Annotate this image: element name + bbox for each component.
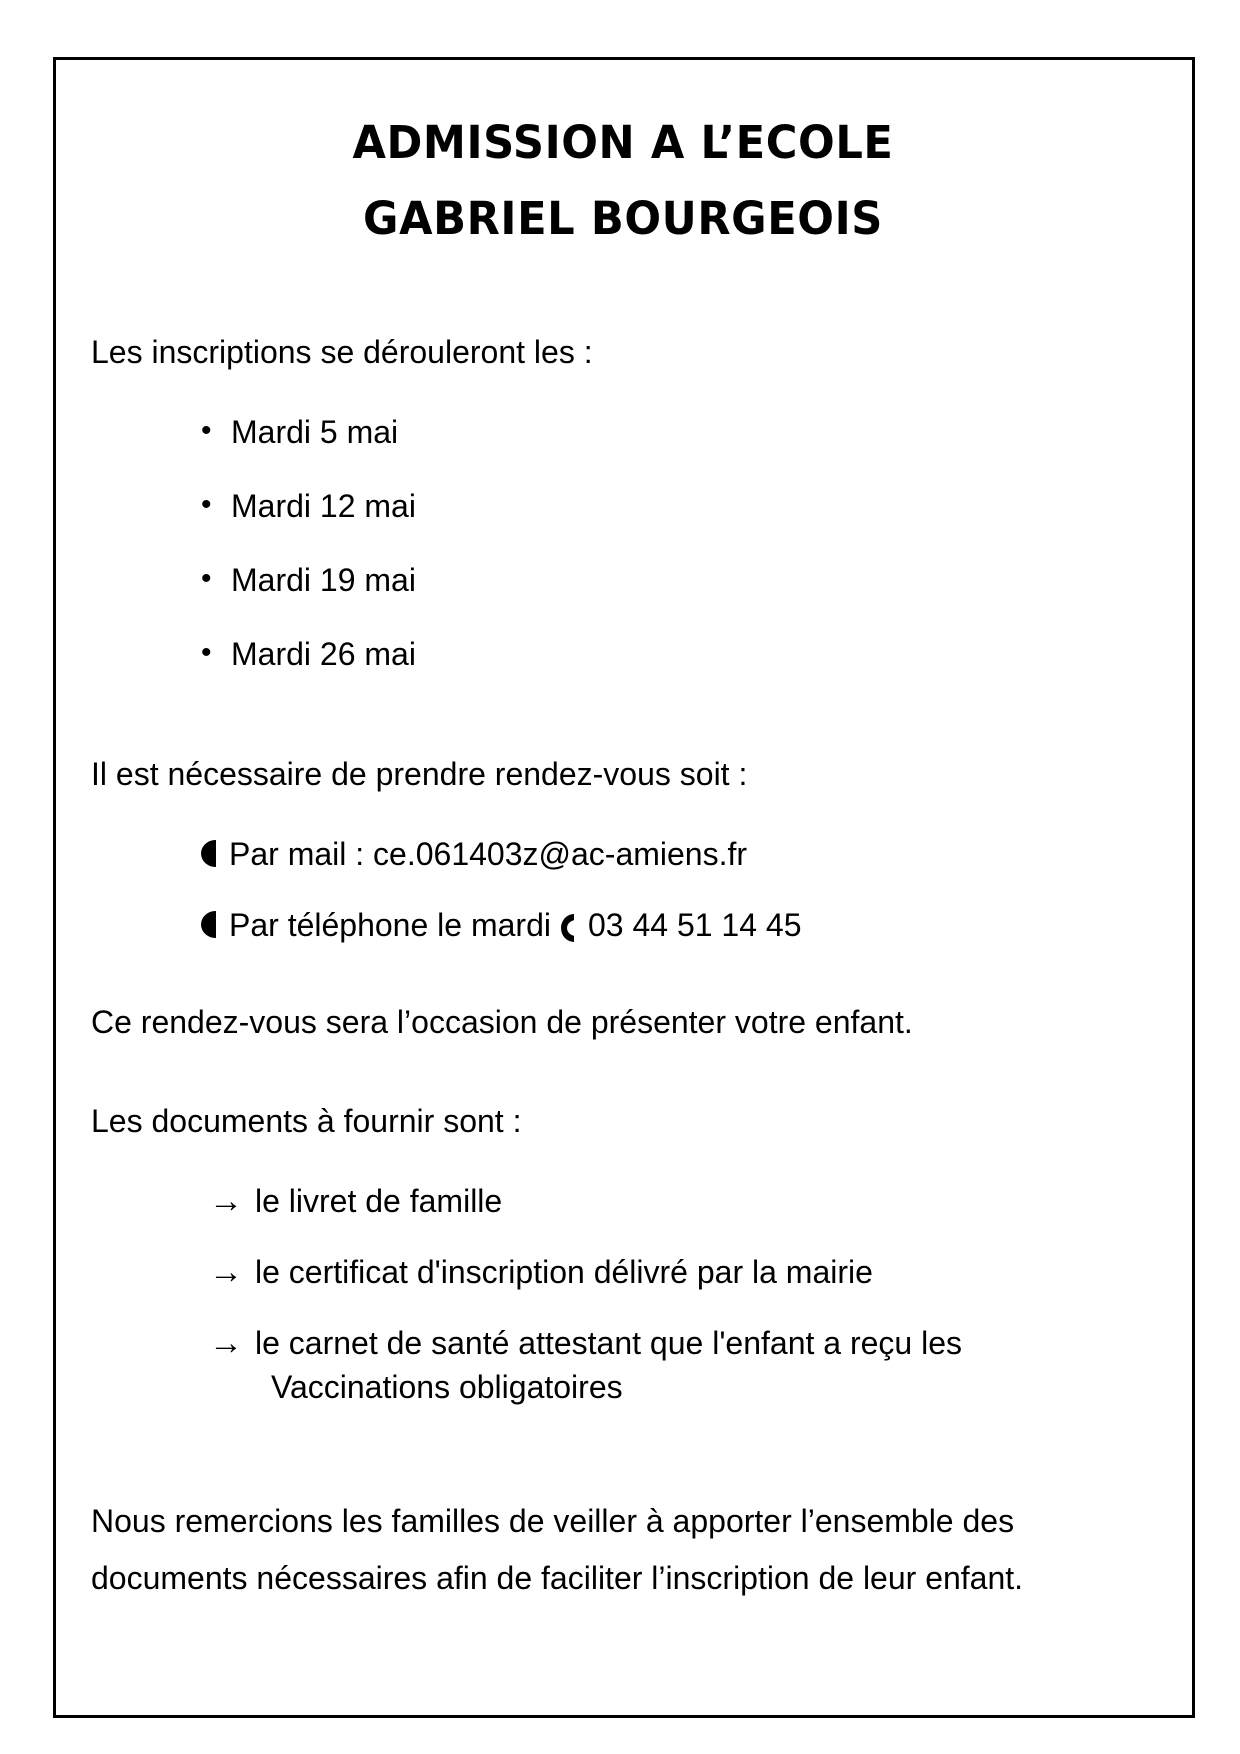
bullet-dot-icon: • bbox=[201, 487, 212, 521]
title-line-2: GABRIEL BOURGEOIS bbox=[363, 191, 883, 245]
contact-phone-row bbox=[229, 903, 1155, 947]
arrow-right-icon: → bbox=[209, 1323, 243, 1362]
telephone-icon bbox=[561, 914, 574, 942]
spacer bbox=[91, 806, 1155, 832]
list-item bbox=[91, 484, 1155, 528]
list-item bbox=[91, 1250, 1155, 1295]
contact-email-label: Par mail : ce.061403z@ac-amiens.fr bbox=[229, 835, 748, 872]
appointment-lead: Il est nécessaire de prendre rendez-vous soit : bbox=[91, 756, 748, 793]
document-label bbox=[255, 1179, 1155, 1223]
list-item bbox=[91, 558, 1155, 602]
half-moon-bullet-icon bbox=[201, 903, 229, 946]
bullet-dot-icon: • bbox=[201, 636, 212, 670]
list-item bbox=[91, 1321, 1155, 1409]
notice-body bbox=[91, 330, 1155, 1607]
document-label-text: le livret de famille bbox=[255, 1182, 503, 1219]
spacer bbox=[91, 974, 1155, 1000]
date-label: Mardi 12 mai bbox=[231, 487, 416, 524]
documents-lead: Les documents à fournir sont : bbox=[91, 1103, 522, 1140]
page-title bbox=[91, 105, 1155, 256]
half-moon-bullet-icon bbox=[201, 832, 229, 875]
list-item bbox=[91, 832, 1155, 876]
list-item bbox=[91, 632, 1155, 676]
spacer bbox=[91, 384, 1155, 410]
document-label bbox=[255, 1321, 1155, 1409]
document-label-text: le certificat d'inscription délivré par la mairie bbox=[255, 1253, 873, 1290]
list-item bbox=[91, 1179, 1155, 1224]
spacer bbox=[91, 1153, 1155, 1179]
registration-dates-lead: Les inscriptions se dérouleront les : bbox=[91, 334, 593, 371]
date-label: Mardi 26 mai bbox=[231, 636, 416, 673]
spacer bbox=[91, 706, 1155, 752]
bullet-dot-icon: • bbox=[201, 413, 212, 447]
date-label: Mardi 5 mai bbox=[231, 413, 399, 450]
document-label-text: le carnet de santé attestant que l'enfant a reçu les bbox=[255, 1324, 963, 1361]
presentation-note: Ce rendez-vous sera l’occasion de présenter votre enfant. bbox=[91, 1004, 913, 1040]
notice-content bbox=[53, 57, 1195, 1718]
contact-phone-label: Par téléphone le mardi bbox=[229, 906, 551, 943]
arrow-right-icon: → bbox=[209, 1181, 243, 1220]
list-item bbox=[91, 903, 1155, 947]
document-label bbox=[255, 1250, 1155, 1294]
contact-phone-number: 03 44 51 14 45 bbox=[587, 906, 802, 943]
title-line-1: ADMISSION A L’ECOLE bbox=[352, 116, 894, 169]
bullet-dot-icon: • bbox=[201, 561, 212, 595]
required-documents-list bbox=[91, 1179, 1155, 1409]
arrow-right-icon: → bbox=[209, 1252, 243, 1291]
spacer bbox=[91, 1053, 1155, 1099]
registration-dates-list bbox=[91, 410, 1155, 677]
list-item bbox=[91, 410, 1155, 454]
spacer bbox=[91, 1435, 1155, 1493]
closing-paragraph: Nous remercions les familles de veiller à apporter l’ensemble des documents nécessaires afin de faciliter l’inscription de leur enfant. bbox=[91, 1502, 1024, 1596]
date-label: Mardi 19 mai bbox=[231, 561, 416, 598]
appointment-contact-list bbox=[91, 832, 1155, 947]
document-label-continuation: Vaccinations obligatoires bbox=[271, 1368, 623, 1405]
